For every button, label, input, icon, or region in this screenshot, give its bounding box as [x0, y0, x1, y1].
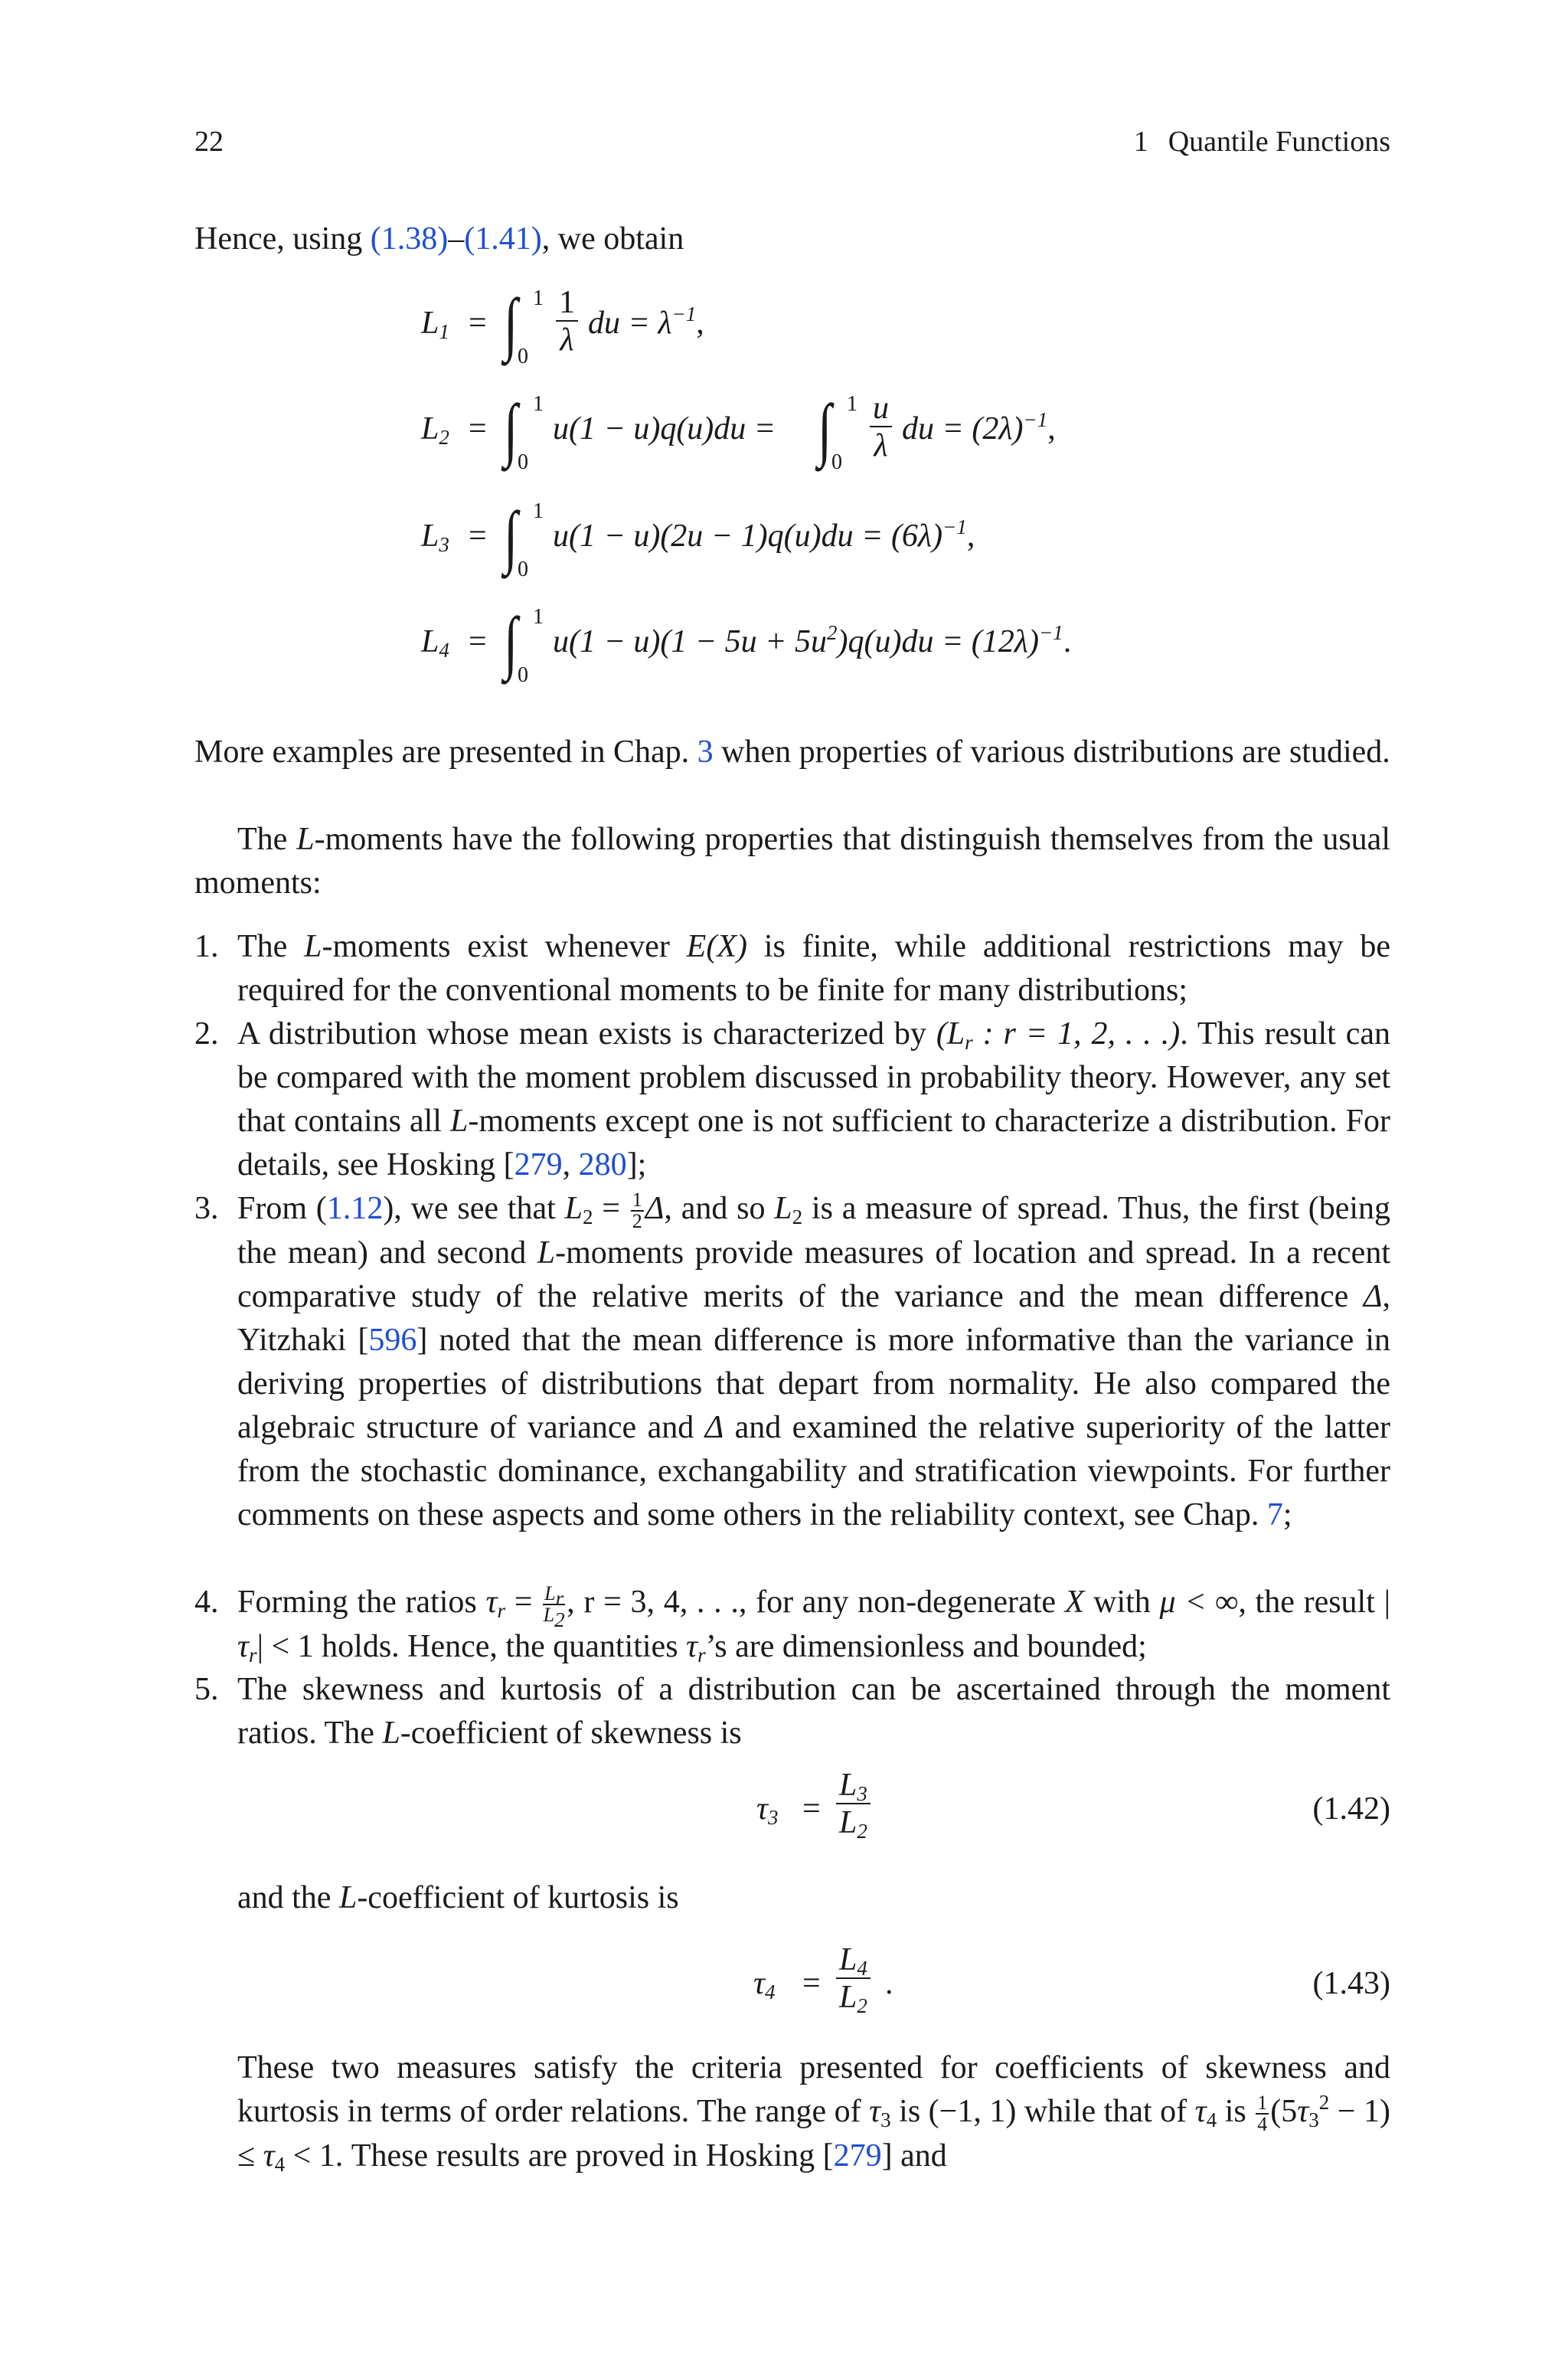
- equation-link-1-12[interactable]: 1.12: [326, 1191, 384, 1226]
- intro-text-end: , we obtain: [541, 221, 684, 257]
- chapter-number: 1: [1133, 126, 1148, 158]
- equation-1-43: [237, 1942, 1390, 2026]
- intro-paragraph: [194, 218, 1390, 261]
- page-number: 22: [194, 126, 224, 158]
- fraction: $\frac{L_4}{L_2}$: [836, 1942, 871, 2016]
- eq-equals: =: [802, 1791, 821, 1827]
- chapter-title: Quantile Functions: [1168, 126, 1390, 158]
- integral-sign: ∫: [504, 603, 518, 681]
- running-title: [1134, 123, 1390, 161]
- eq-lhs: $\tau_3$: [756, 1791, 779, 1829]
- eq-equals: =: [469, 306, 487, 341]
- equation-number: (1.42): [1312, 1791, 1390, 1827]
- equation-link-1-41[interactable]: (1.41): [464, 221, 542, 257]
- citation-link-279[interactable]: 279: [514, 1147, 563, 1182]
- list-item-3: 3. From (1.12), we see that $L_2$ = $\frac{1}{2}$ Δ, and so $L_2$ is a measure of spread. Thus, the first (being the mean) and second L-moments provide measures of location and spread. In a recent comparative study of the relative merits of the variance and the mean difference Δ, Yitzhaki [596] noted that the mean difference is more informative than the variance in deriving properties of distributions that depart from normality. He also compared the algebraic structure of variance and Δ and examined the relative superiority of the latter from the stochastic dominance, exchangability and stratification viewpoints. For further comments on these aspects and some others in the reliability context, see Chap. 7;: [194, 1189, 1391, 1533]
- equation-number: (1.43): [1312, 1966, 1390, 2001]
- upper-limit: 1: [533, 605, 544, 629]
- fraction: $\frac{u}{\lambda}$: [870, 391, 892, 464]
- intro-dash: –: [448, 221, 465, 257]
- eq-equals: =: [469, 411, 487, 446]
- paragraph-more-examples: More examples are presented in Chap. 3 when properties of various distributions are studied.: [194, 734, 1390, 770]
- lower-limit: 0: [518, 345, 528, 368]
- eq-rhs: du = $(2\lambda)^{-1}$,: [902, 408, 1056, 446]
- eq-integrand: $u(1 - u)(1 - 5u + 5u^2)q(u)du = (12\lambda)^{-1}$.: [553, 621, 1072, 659]
- eq-rhs: du = $\lambda^{-1}$,: [588, 303, 704, 341]
- eq-lhs: $L_4$: [421, 624, 449, 662]
- paragraph-kurtosis: and the L-coefficient of kurtosis is: [237, 1880, 679, 1915]
- lower-limit: 0: [518, 663, 528, 687]
- citation-link-280[interactable]: 280: [578, 1147, 627, 1182]
- list-item-5: 5. The skewness and kurtosis of a distribution can be ascertained through the moment ratios. The L-coefficient of skewness is: [194, 1672, 1390, 1751]
- equation-link-1-38[interactable]: (1.38): [370, 221, 449, 257]
- integral-sign: ∫: [504, 284, 518, 362]
- eq-lhs: $\tau_4$: [753, 1966, 776, 2003]
- chapter-link-3[interactable]: 3: [697, 734, 714, 770]
- integral-sign: ∫: [504, 497, 518, 575]
- chapter-link-7[interactable]: 7: [1266, 1497, 1283, 1533]
- upper-limit: 1: [533, 392, 544, 416]
- upper-limit-2: 1: [847, 392, 858, 416]
- list-item-4: 4. Forming the ratios $\tau_r$ = $\frac{L_r}{L_2}$ , r = 3, 4, . . ., for any non-degenerate X with μ < ∞, the result $|\tau_r| < 1$ holds. Hence, the quantities $\tau_r’s$ are dimensionless and bounded;: [194, 1582, 1391, 1667]
- list-item-2: 2. A distribution whose mean exists is characterized by ($L_r$ : r = 1, 2, . . .). This result can be compared with the moment problem discussed in probability theory. However, any set that contains all L-moments except one is not sufficient to characterize a distribution. For details, see Hosking [279, 280];: [194, 1016, 1390, 1182]
- integral-sign-2: ∫: [818, 390, 832, 468]
- paragraph-final: These two measures satisfy the criteria presented for coefficients of skewness and kurtosis in terms of order relations. The range of $\tau_3$ is (−1, 1) while that of $\tau_4$ is $\frac{1}{4}$ $(5\tau_3^2 - 1) \le \tau_4 < 1$. These results are proved in Hosking [279] and: [237, 2050, 1390, 2177]
- list-item-1: 1. The L-moments exist whenever E(X) is finite, while additional restrictions may be required for the conventional moments to be finite for many distributions;: [194, 929, 1391, 1008]
- lower-limit: 0: [518, 558, 528, 581]
- upper-limit: 1: [533, 286, 544, 310]
- eq-period: .: [885, 1966, 893, 2001]
- upper-limit: 1: [533, 499, 544, 523]
- lower-limit-2: 0: [831, 450, 842, 474]
- intro-text: Hence, using: [194, 221, 371, 257]
- eq-equals: =: [469, 624, 487, 659]
- eq-integrand: $u(1 - u)(2u - 1)q(u)du = (6\lambda)^{-1}$,: [553, 515, 975, 554]
- citation-link-279b[interactable]: 279: [833, 2138, 882, 2174]
- integral-sign: ∫: [504, 390, 518, 468]
- eq-equals: =: [802, 1966, 821, 2001]
- equation-1-42: [237, 1768, 1390, 1852]
- eq-integrand: u(1 − u)q(u)du =: [553, 411, 776, 446]
- eq-lhs: $L_3$: [421, 518, 449, 556]
- eq-lhs: $L_1$: [421, 306, 449, 343]
- paragraph-properties-intro: The L-moments have the following properties that distinguish themselves from the usual moments:: [194, 822, 1390, 901]
- eq-lhs: $L_2$: [421, 411, 449, 449]
- lower-limit: 0: [518, 450, 528, 474]
- fraction: $\frac{1}{\lambda}$: [556, 285, 578, 358]
- citation-link-596[interactable]: 596: [368, 1323, 417, 1359]
- fraction: $\frac{L_3}{L_2}$: [836, 1768, 871, 1841]
- eq-equals: =: [469, 518, 487, 554]
